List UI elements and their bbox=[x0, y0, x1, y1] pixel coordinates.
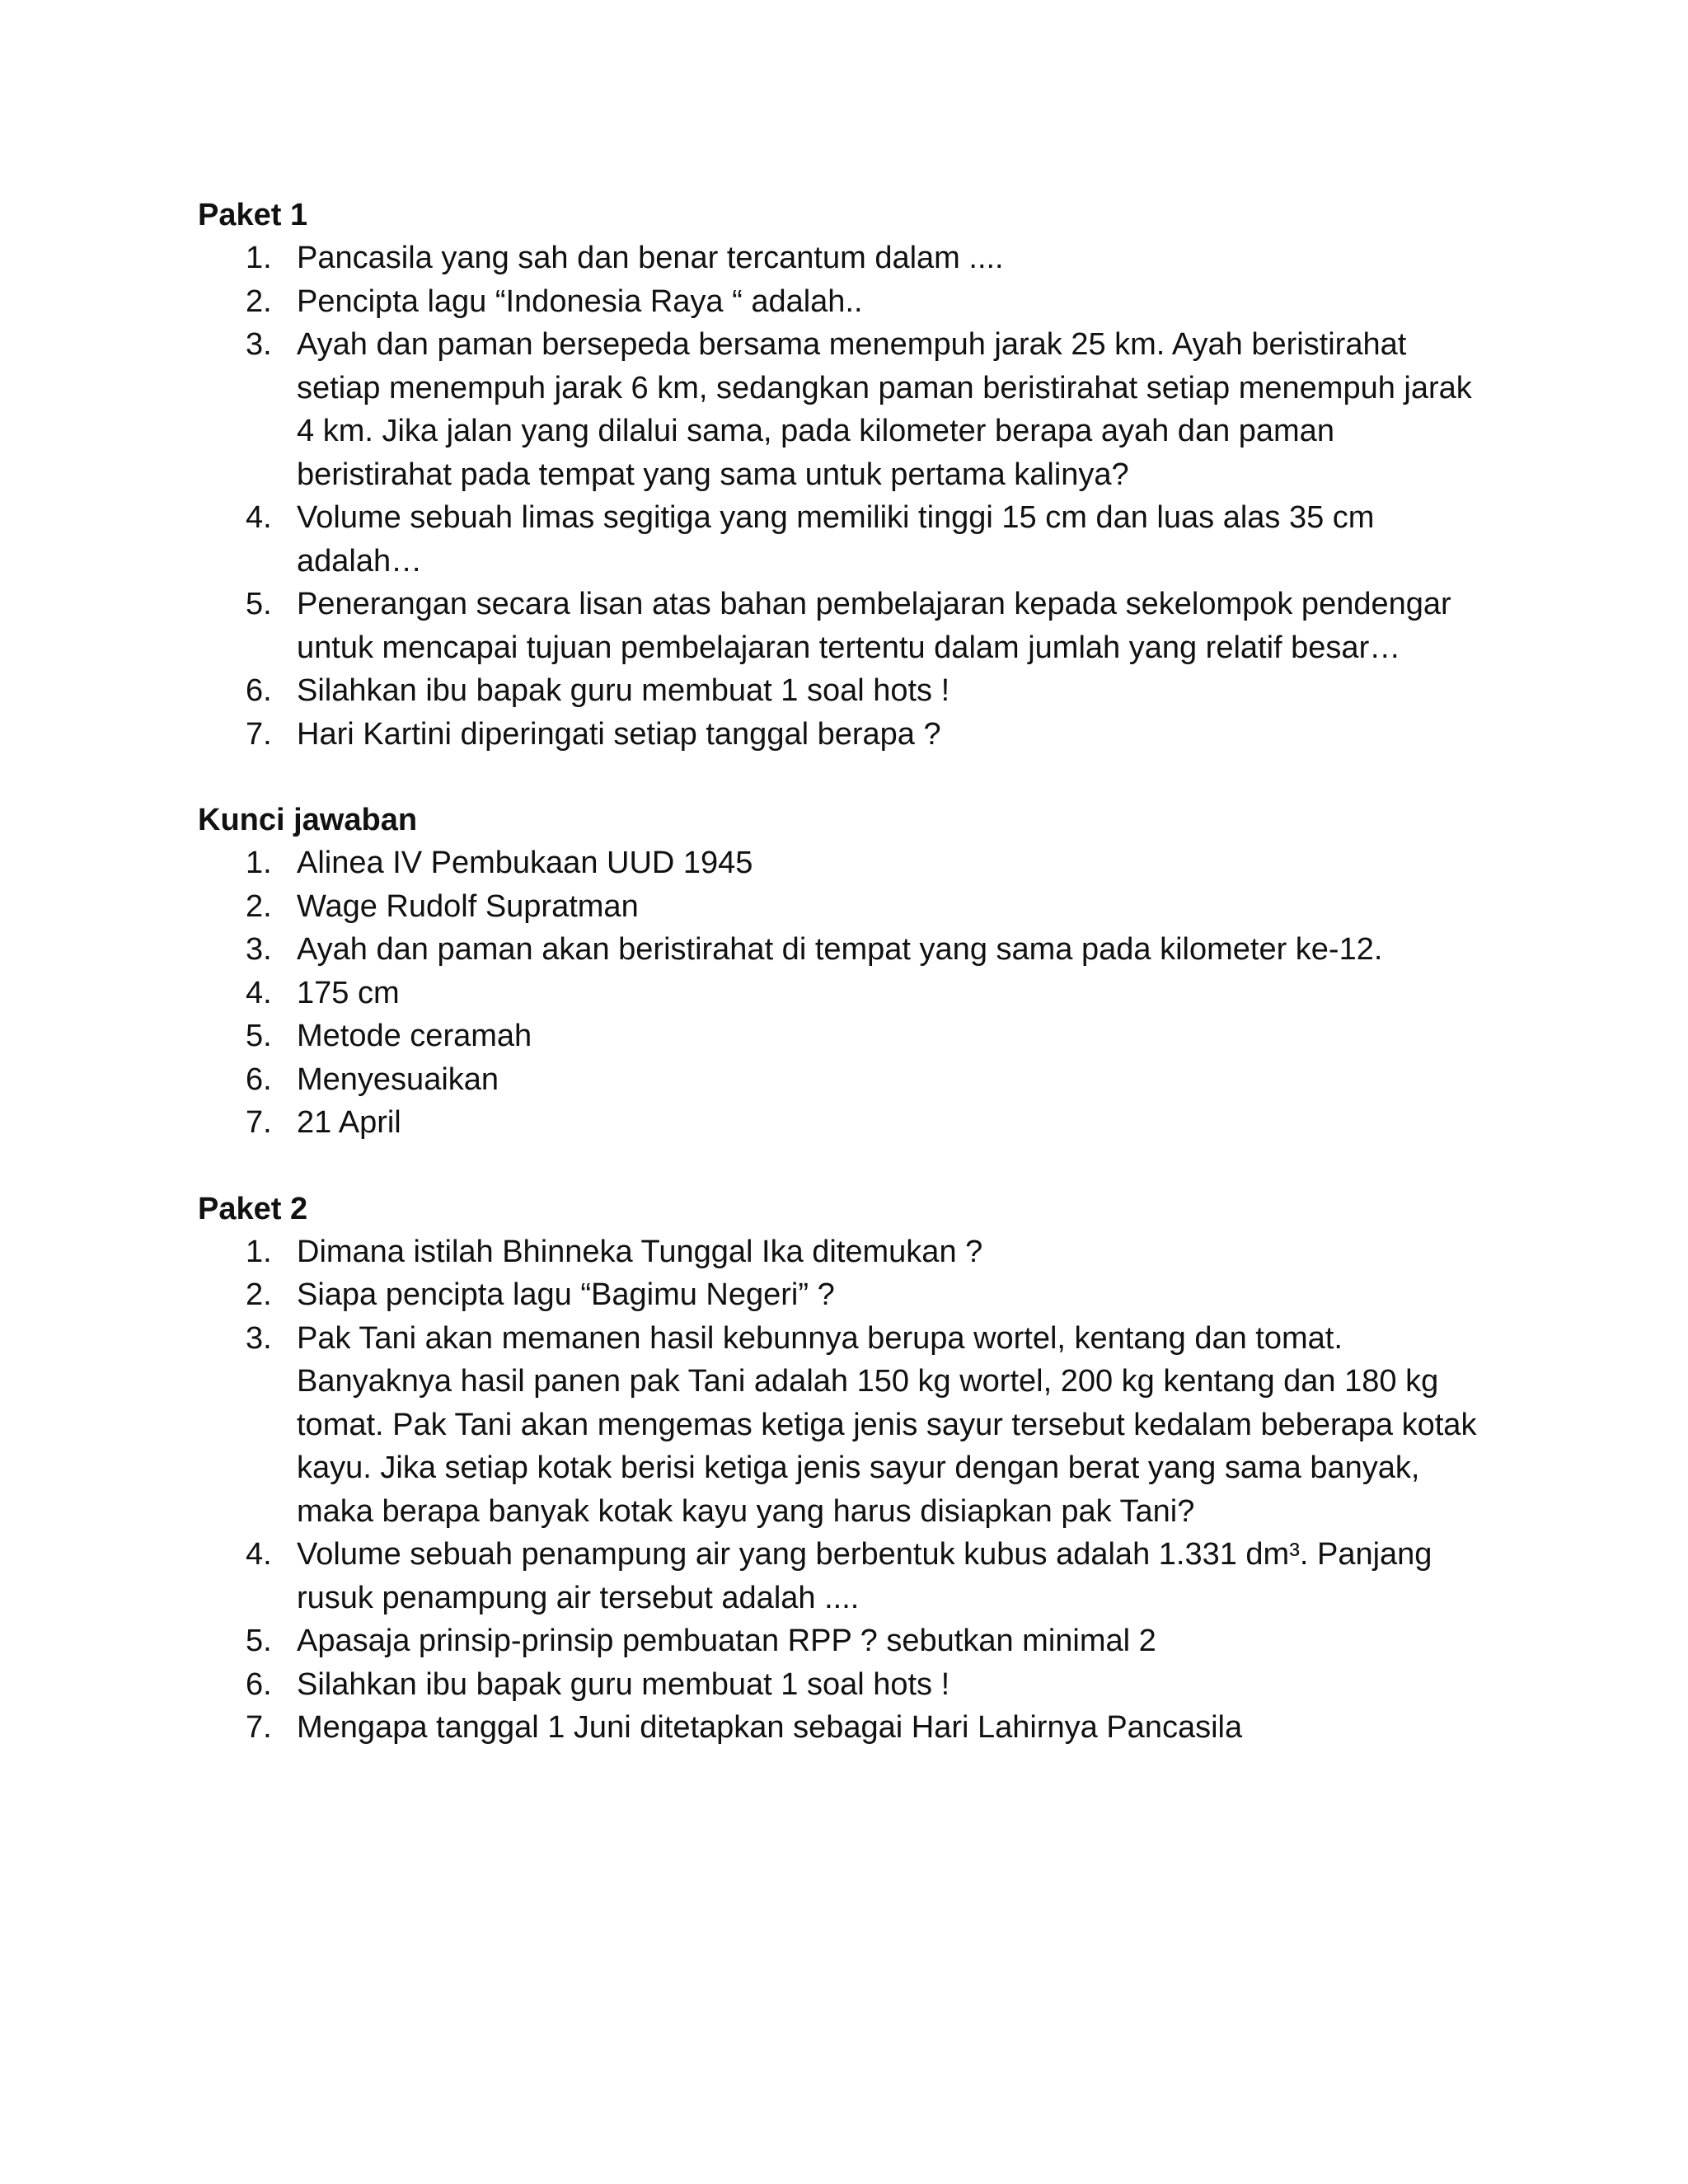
item-number: 4. bbox=[246, 1537, 272, 1572]
item-text: Hari Kartini diperingati setiap tanggal berapa ? bbox=[297, 716, 941, 752]
item-number: 5. bbox=[246, 1624, 272, 1658]
list-item bbox=[198, 1533, 1484, 1619]
list-item bbox=[198, 496, 1484, 583]
item-number: 7. bbox=[246, 1105, 272, 1140]
list-item bbox=[198, 323, 1484, 496]
item-number: 2. bbox=[246, 284, 272, 319]
item-text: Pancasila yang sah dan benar tercantum dalam .... bbox=[297, 241, 1004, 275]
item-number: 7. bbox=[246, 1710, 272, 1745]
list-item bbox=[198, 280, 1484, 324]
list-item bbox=[198, 1619, 1484, 1663]
item-text: 175 cm bbox=[297, 975, 400, 1010]
item-text: Pak Tani akan memanen hasil kebunnya berupa wortel, kentang dan tomat. Banyaknya hasil panen pak Tani adalah 150 kg wortel, 200 kg kentang dan 180 kg tomat. Pak Tani akan mengemas ketiga jenis sayur tersebut kedalam beberapa kotak kayu. Jika setiap kotak berisi ketiga jenis sayur dengan berat yang sama banyak, maka berapa banyak kotak kayu yang harus disiapkan pak Tani? bbox=[297, 1320, 1477, 1529]
item-number: 4. bbox=[246, 975, 272, 1010]
item-number: 2. bbox=[246, 888, 272, 924]
item-number: 2. bbox=[246, 1277, 272, 1312]
list-item bbox=[198, 1663, 1484, 1707]
item-text: Ayah dan paman bersepeda bersama menempuh jarak 25 km. Ayah beristirahat setiap menempuh jarak 6 km, sedangkan paman beristirahat setiap menempuh jarak 4 km. Jika jalan yang dilalui sama, pada kilometer berapa ayah dan paman beristirahat pada tempat yang sama untuk pertama kalinya? bbox=[297, 327, 1472, 492]
item-text: Alinea IV Pembukaan UUD 1945 bbox=[297, 846, 753, 880]
list-item bbox=[198, 885, 1484, 929]
item-text: Menyesuaikan bbox=[297, 1062, 499, 1097]
section-heading-paket-2: Paket 2 bbox=[198, 1191, 308, 1226]
list-item bbox=[198, 1230, 1484, 1274]
list-item bbox=[198, 972, 1484, 1015]
item-text: Wage Rudolf Supratman bbox=[297, 888, 639, 924]
question-list-paket-1 bbox=[198, 237, 1484, 756]
list-item bbox=[198, 1706, 1484, 1750]
item-number: 6. bbox=[246, 1062, 272, 1097]
list-item bbox=[198, 928, 1484, 972]
item-text: Metode ceramah bbox=[297, 1019, 532, 1053]
item-number: 3. bbox=[246, 932, 272, 967]
item-text: Silahkan ibu bapak guru membuat 1 soal hots ! bbox=[297, 1666, 950, 1702]
item-number: 5. bbox=[246, 1019, 272, 1053]
list-item bbox=[198, 1317, 1484, 1534]
list-item bbox=[198, 841, 1484, 885]
answer-list-kunci-jawaban bbox=[198, 841, 1484, 1145]
section-heading-paket-1: Paket 1 bbox=[198, 198, 308, 232]
item-number: 3. bbox=[246, 1320, 272, 1356]
list-item bbox=[198, 237, 1484, 280]
list-item bbox=[198, 1058, 1484, 1102]
list-item bbox=[198, 583, 1484, 669]
item-text: 21 April bbox=[297, 1105, 401, 1140]
item-text: Ayah dan paman akan beristirahat di tempat yang sama pada kilometer ke-12. bbox=[297, 932, 1383, 967]
item-number: 1. bbox=[246, 1234, 272, 1269]
list-item bbox=[198, 1015, 1484, 1058]
item-number: 1. bbox=[246, 846, 272, 880]
list-item bbox=[198, 1101, 1484, 1145]
item-number: 3. bbox=[246, 327, 272, 362]
item-number: 4. bbox=[246, 500, 272, 535]
item-number: 6. bbox=[246, 1666, 272, 1702]
list-item bbox=[198, 713, 1484, 757]
question-list-paket-2 bbox=[198, 1230, 1484, 1750]
item-text: Silahkan ibu bapak guru membuat 1 soal hots ! bbox=[297, 673, 950, 708]
item-text: Mengapa tanggal 1 Juni ditetapkan sebagai Hari Lahirnya Pancasila bbox=[297, 1710, 1243, 1745]
item-text: Dimana istilah Bhinneka Tunggal Ika ditemukan ? bbox=[297, 1234, 983, 1269]
item-text: Volume sebuah penampung air yang berbentuk kubus adalah 1.331 dm³. Panjang rusuk penampung air tersebut adalah .... bbox=[297, 1537, 1432, 1615]
list-item bbox=[198, 669, 1484, 713]
item-text: Siapa pencipta lagu “Bagimu Negeri” ? bbox=[297, 1277, 835, 1312]
item-text: Volume sebuah limas segitiga yang memiliki tinggi 15 cm dan luas alas 35 cm adalah… bbox=[297, 500, 1375, 579]
section-heading-kunci-jawaban: Kunci jawaban bbox=[198, 803, 418, 837]
item-number: 1. bbox=[246, 241, 272, 275]
list-item bbox=[198, 1273, 1484, 1317]
item-text: Pencipta lagu “Indonesia Raya “ adalah.. bbox=[297, 284, 863, 319]
item-number: 5. bbox=[246, 587, 272, 621]
item-number: 6. bbox=[246, 673, 272, 708]
item-text: Apasaja prinsip-prinsip pembuatan RPP ? sebutkan minimal 2 bbox=[297, 1624, 1156, 1658]
item-number: 7. bbox=[246, 716, 272, 752]
document-page bbox=[198, 194, 1484, 1750]
item-text: Penerangan secara lisan atas bahan pembelajaran kepada sekelompok pendengar untuk mencapai tujuan pembelajaran tertentu dalam jumlah yang relatif besar… bbox=[297, 587, 1451, 665]
